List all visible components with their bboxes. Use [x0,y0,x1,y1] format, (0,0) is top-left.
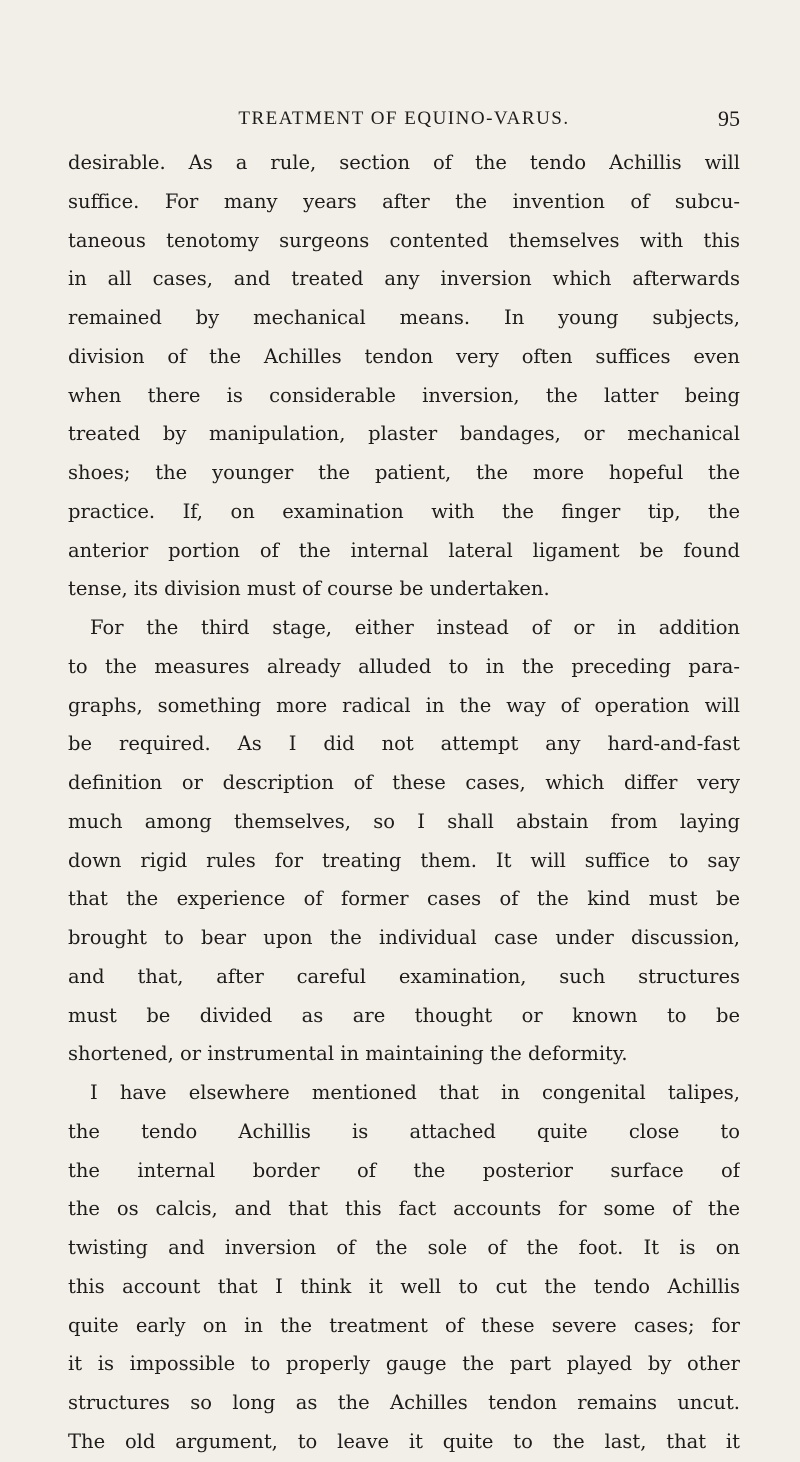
text-line: must be divided as are thought or known to be [68,1003,740,1027]
text-line: practice. If, on examination with the finger tip, the [68,499,740,523]
text-line: the internal border of the posterior surface of [68,1158,740,1182]
text-line: when there is considerable inversion, the latter being [68,383,740,407]
text-line: that the experience of former cases of the kind must be [68,887,740,911]
text-line: desirable. As a rule, section of the tendo Achillis will [68,151,740,174]
text-line: tense, its division must of course be undertaken. [68,577,550,601]
text-line: be required. As I did not attempt any hard-and-fast [68,732,740,756]
text-line: the os calcis, and that this fact accounts for some of the [68,1197,740,1221]
text-line: definition or description of these cases, which differ very [68,771,740,794]
text-line: much among themselves, so I shall abstain from laying [68,809,740,833]
text-line: I have elsewhere mentioned that in congenital talipes, [90,1081,740,1104]
text-line: treated by manipulation, plaster bandages, or mechanical [68,422,740,446]
text-line: graphs, something more radical in the way of operation will [68,693,740,717]
text-line: anterior portion of the internal lateral ligament be found [68,538,740,562]
page-number: 95 [718,106,740,131]
text-line: quite early on in the treatment of these severe cases; for [68,1313,740,1337]
text-line: taneous tenotomy surgeons contented themselves with this [68,228,740,252]
text-line: For the third stage, either instead of or in addition [90,616,740,639]
body-text [68,144,740,1462]
text-line: it is impossible to properly gauge the part played by other [68,1352,740,1376]
text-line: division of the Achilles tendon very often suffices even [68,344,740,368]
text-line: suffice. For many years after the invention of subcu- [68,189,740,213]
text-line: shoes; the younger the patient, the more hopeful the [68,461,740,484]
text-line: down rigid rules for treating them. It will suffice to say [68,848,740,872]
running-head [68,104,740,134]
text-line: to the measures already alluded to in the preceding para- [68,654,740,678]
text-line: twisting and inversion of the sole of the foot. It is on [68,1236,740,1259]
text-line: the tendo Achillis is attached quite close to [68,1119,740,1143]
text-line: The old argument, to leave it quite to the last, that it [68,1429,740,1453]
text-line: and that, after careful examination, such structures [68,964,740,988]
text-line: structures so long as the Achilles tendon remains uncut. [68,1391,740,1414]
running-head-title: TREATMENT OF EQUINO-VARUS. [238,108,570,129]
text-line: in all cases, and treated any inversion which afterwards [68,267,740,291]
text-line: remained by mechanical means. In young subjects, [68,306,740,329]
text-line: brought to bear upon the individual case under discussion, [68,926,740,949]
text-line: shortened, or instrumental in maintaining the deformity. [68,1042,628,1066]
text-line: this account that I think it well to cut the tendo Achillis [68,1274,740,1298]
